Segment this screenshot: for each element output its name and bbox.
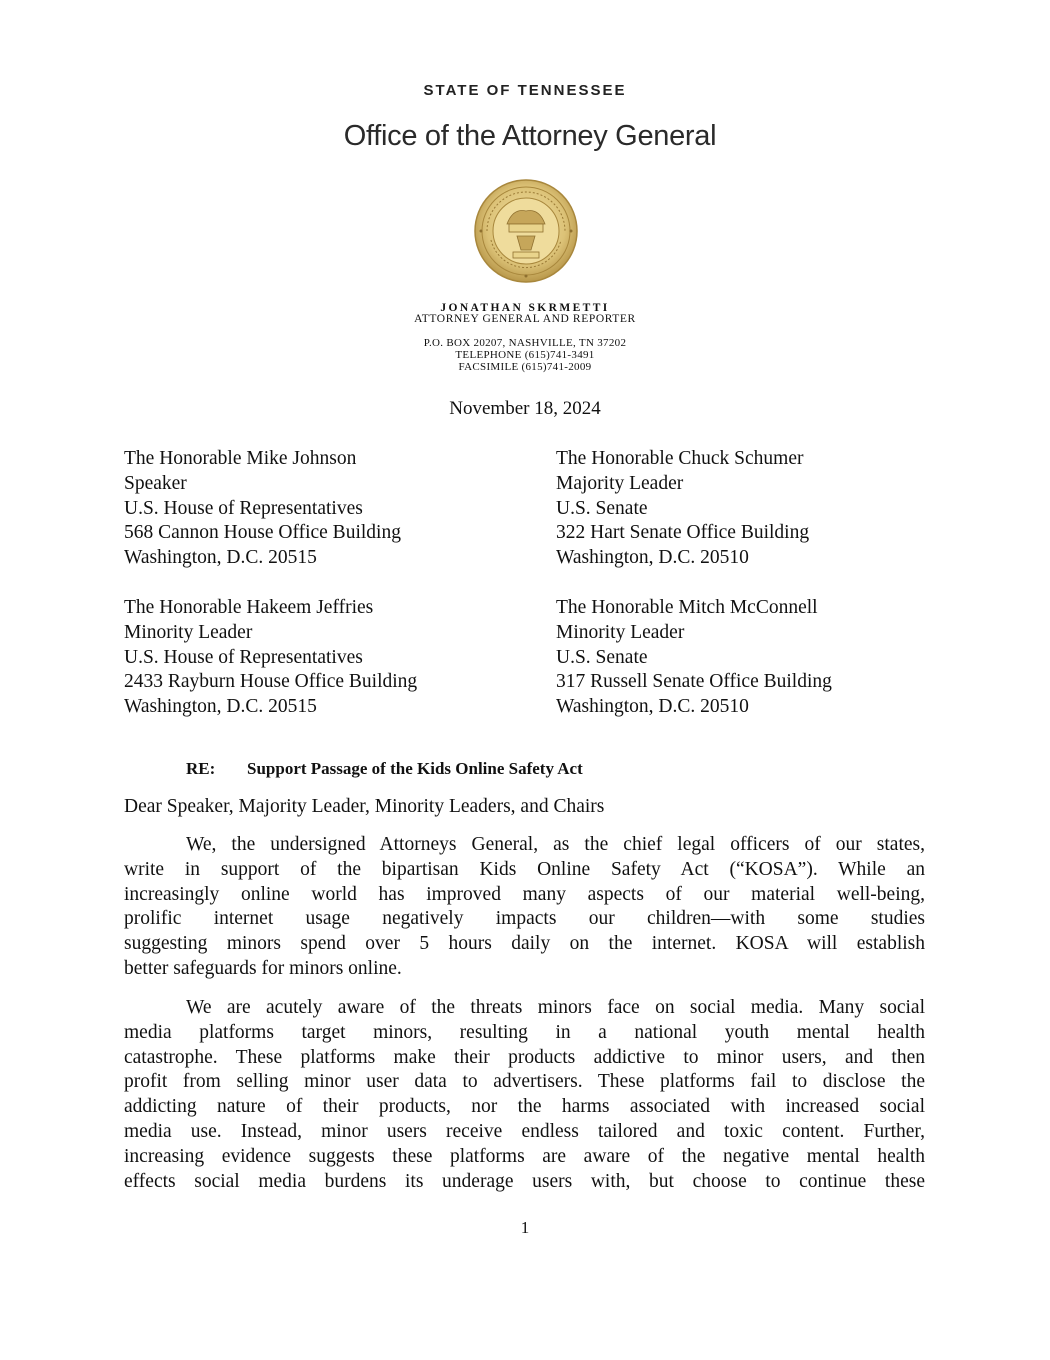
recipient-address-block	[124, 447, 401, 571]
recipient-title: Minority Leader	[124, 621, 253, 643]
paragraph-line: prolific internet usage negatively impacts our children—with some studies	[124, 908, 925, 930]
recipient-office: 568 Cannon House Office Building	[124, 522, 401, 544]
subject-line	[186, 759, 583, 779]
letter-date: November 18, 2024	[449, 398, 601, 419]
attorney-general-title: ATTORNEY GENERAL AND REPORTER	[414, 313, 636, 325]
recipient-city: Washington, D.C. 20515	[124, 547, 317, 569]
page-number: 1	[520, 1218, 530, 1237]
paragraph-line: suggesting minors spend over 5 hours daily on the internet. KOSA will establish	[124, 933, 925, 955]
recipient-address-block	[556, 596, 832, 720]
paragraph-line: We are acutely aware of the threats minors face on social media. Many social	[186, 997, 925, 1018]
recipient-title: Minority Leader	[556, 621, 685, 643]
paragraph-line: profit from selling minor user data to advertisers. These platforms fail to disclose the	[124, 1071, 925, 1093]
recipient-city: Washington, D.C. 20510	[556, 547, 749, 569]
recipient-body: U.S. House of Representatives	[124, 646, 363, 668]
office-heading: Office of the Attorney General	[343, 120, 717, 152]
salutation: Dear Speaker, Majority Leader, Minority Leaders, and Chairs	[124, 796, 605, 817]
telephone-number: TELEPHONE (615)741-3491	[455, 349, 595, 361]
facsimile-number: FACSIMILE (615)741-2009	[458, 361, 592, 373]
paragraph-line: We, the undersigned Attorneys General, as the chief legal officers of our states,	[186, 834, 925, 855]
tennessee-state-seal-icon	[473, 178, 579, 284]
paragraph-line: increasingly online world has improved many aspects of our material well-being,	[124, 883, 925, 905]
recipient-body: U.S. Senate	[556, 497, 648, 519]
recipient-name: The Honorable Mitch McConnell	[556, 597, 818, 618]
recipient-name: The Honorable Chuck Schumer	[556, 448, 804, 469]
recipient-title: Majority Leader	[556, 472, 684, 494]
body-paragraph	[124, 833, 925, 982]
recipient-address-block	[556, 447, 809, 571]
recipient-body: U.S. House of Representatives	[124, 497, 363, 519]
paragraph-line: media platforms target minors, resulting in a national youth mental health	[124, 1021, 925, 1043]
recipient-office: 2433 Rayburn House Office Building	[124, 671, 418, 693]
recipient-body: U.S. Senate	[556, 646, 648, 668]
recipient-name: The Honorable Mike Johnson	[124, 448, 357, 469]
recipient-address-block	[124, 596, 417, 720]
recipient-city: Washington, D.C. 20515	[124, 696, 317, 718]
paragraph-line: addicting nature of their products, nor the harms associated with increased social	[124, 1096, 925, 1118]
paragraph-line: effects social media burdens its underage users with, but choose to continue these	[124, 1170, 925, 1192]
recipient-office: 317 Russell Senate Office Building	[556, 671, 832, 693]
paragraph-line: catastrophe. These platforms make their products addictive to minor users, and then	[124, 1046, 925, 1068]
recipient-title: Speaker	[124, 472, 187, 494]
paragraph-line: write in support of the bipartisan Kids Online Safety Act (“KOSA”). While an	[124, 858, 925, 880]
recipient-city: Washington, D.C. 20510	[556, 696, 749, 718]
subject-text: Support Passage of the Kids Online Safety Act	[247, 759, 583, 778]
subject-label: RE:	[186, 759, 216, 778]
recipient-name: The Honorable Hakeem Jeffries	[124, 597, 374, 618]
contact-block	[0, 337, 1050, 373]
attorney-general-name: JONATHAN SKRMETTI	[440, 302, 610, 314]
paragraph-line: media use. Instead, minor users receive endless tailored and toxic content. Further,	[124, 1120, 925, 1142]
body-paragraph	[124, 996, 925, 1194]
paragraph-line: increasing evidence suggests these platforms are aware of the negative mental health	[124, 1145, 925, 1167]
recipient-office: 322 Hart Senate Office Building	[556, 522, 810, 544]
state-heading: STATE OF TENNESSEE	[423, 82, 627, 99]
paragraph-line: better safeguards for minors online.	[124, 957, 402, 979]
mailing-address: P.O. BOX 20207, NASHVILLE, TN 37202	[423, 337, 627, 349]
